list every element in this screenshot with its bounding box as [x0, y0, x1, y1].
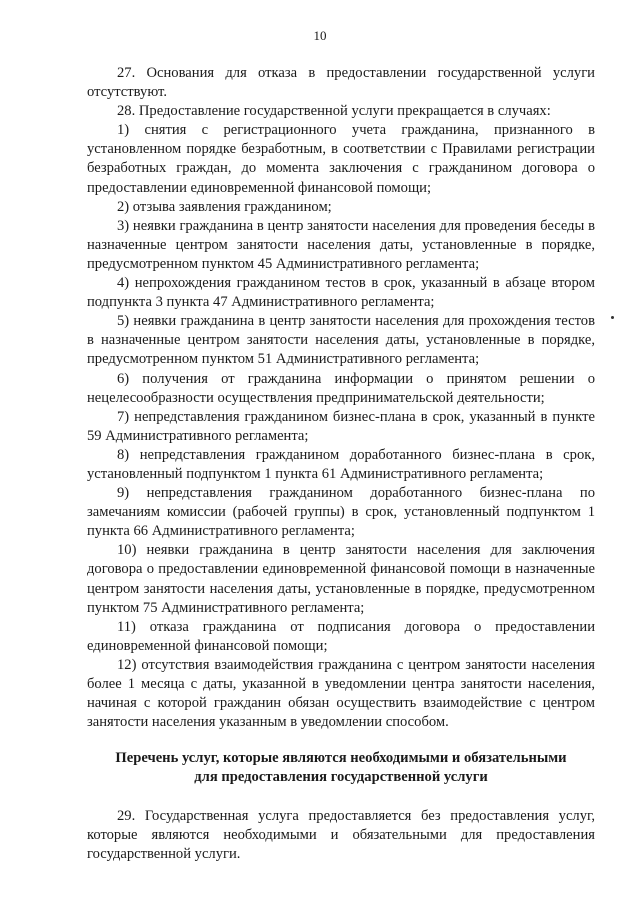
list-item-11: 11) отказа гражданина от подписания договора о предоставлении единовременной финансовой помощи; [87, 618, 595, 654]
list-item-6: 6) получения от гражданина информации о принятом решении о нецелесообразности осуществления предпринимательской деятельности; [87, 370, 595, 406]
list-item-8: 8) непредставления гражданином доработанного бизнес-плана в срок, установленный подпунктом 1 пункта 61 Административного регламента; [87, 446, 595, 482]
document-body [87, 64, 595, 865]
list-item-7: 7) непредставления гражданином бизнес-плана в срок, указанный в пункте 59 Административного регламента; [87, 408, 595, 444]
section-heading [87, 749, 595, 787]
section-heading-line-2: для предоставления государственной услуги [194, 769, 488, 786]
list-item-5: 5) неявки гражданина в центр занятости населения для прохождения тестов в назначенные центром занятости населения даты, установленные в порядке, предусмотренном пунктом 51 Административного регламента; [87, 313, 595, 368]
list-item-12: 12) отсутствия взаимодействия гражданина с центром занятости населения более 1 месяца с даты, указанной в уведомлении центра занятости населения, начиная с которой гражданин обязан осуществить взаимодействие с центром занятости населения указанным в уведомлении способом. [87, 656, 595, 731]
page-number: 10 [313, 28, 327, 43]
list-item-4: 4) непрохождения гражданином тестов в срок, указанный в абзаце втором подпункта 3 пункта 47 Административного регламента; [87, 275, 595, 311]
paragraph-27: 27. Основания для отказа в предоставлении государственной услуги отсутствуют. [87, 65, 595, 101]
scan-dot-mark [611, 316, 614, 319]
list-item-2: 2) отзыва заявления гражданином; [117, 198, 332, 215]
list-item-3: 3) неявки гражданина в центр занятости населения для проведения беседы в назначенные центром занятости населения даты, установленные в порядке, предусмотренном пунктом 45 Административного регламента; [87, 217, 595, 272]
list-item-9: 9) непредставления гражданином доработанного бизнес-плана по замечаниям комиссии (рабочей группы) в срок, установленный подпунктом 1 пункта 66 Административного регламента; [87, 485, 595, 540]
paragraph-29: 29. Государственная услуга предоставляется без предоставления услуг, которые являются необходимыми и обязательными для предоставления государственной услуги. [87, 808, 595, 863]
list-item-1: 1) снятия с регистрационного учета гражданина, признанного в установленном порядке безработным, в соответствии с Правилами регистрации безработных граждан, до момента заключения с гражданином договора о предоставлении единовременной финансовой помощи; [87, 122, 595, 196]
paragraph-28: 28. Предоставление государственной услуги прекращается в случаях: [117, 103, 551, 120]
section-heading-line-1: Перечень услуг, которые являются необходимыми и обязательными [115, 750, 567, 767]
list-item-10: 10) неявки гражданина в центр занятости населения для заключения договора о предоставлении единовременной финансовой помощи в назначенные центром занятости населения даты, установленные в порядке, предусмотренном пунктом 75 Административного регламента; [87, 542, 595, 616]
